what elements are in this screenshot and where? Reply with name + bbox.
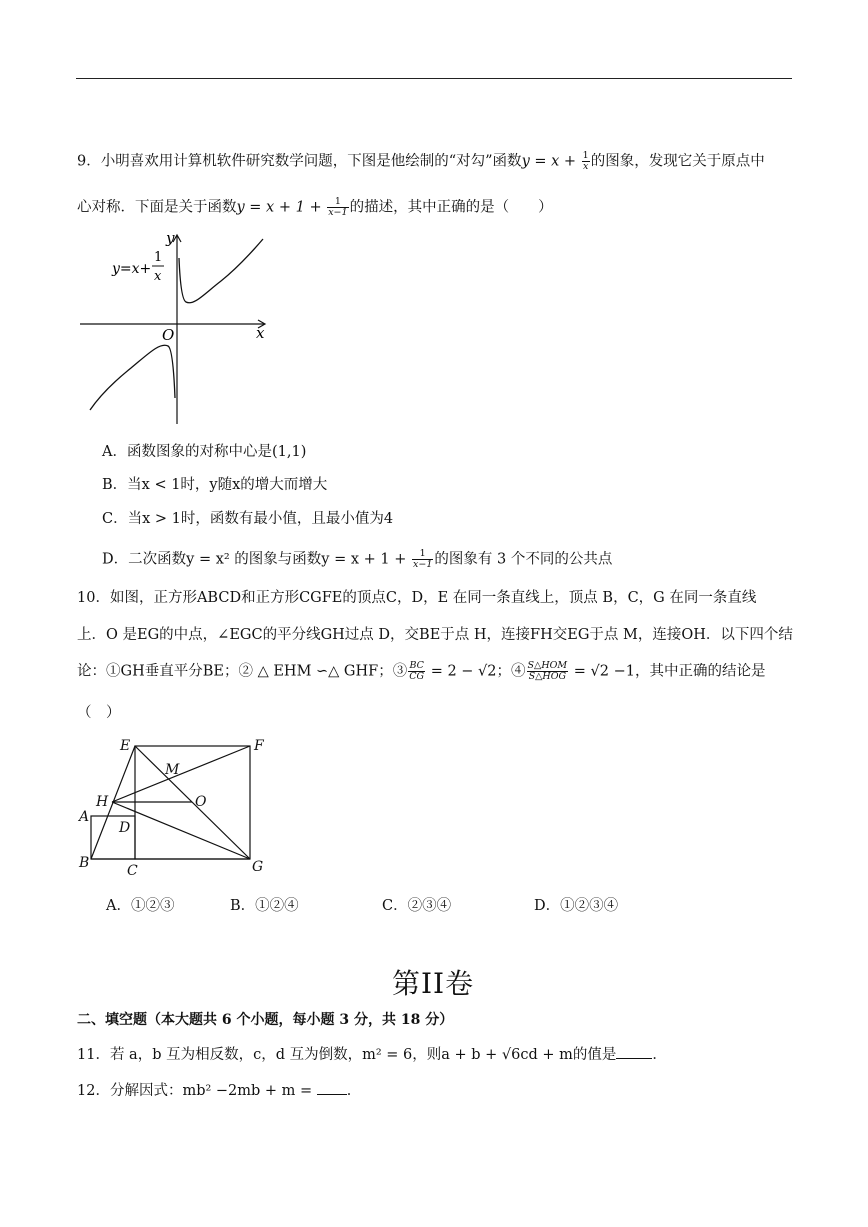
q10-line3 xyxy=(77,661,765,682)
section-subtitle: 二、填空题（本大题共 6 个小题，每小题 3 分，共 18 分） xyxy=(77,1012,454,1028)
q10-line1: 10．如图，正方形ABCD和正方形CGFE的顶点C，D，E 在同一条直线上，顶点 B，C，G 在同一条直线 xyxy=(77,590,757,606)
q10-frac3 xyxy=(408,661,425,682)
q9-option-d-letter: D． xyxy=(102,551,129,568)
q10-option-b[interactable] xyxy=(230,896,299,916)
q9-formula1-lhs: y = x + xyxy=(521,153,581,170)
q10-option-c-letter: C． xyxy=(382,898,408,914)
q9-stem-part1: 9．小明喜欢用计算机软件研究数学问题，下图是他绘制的“对勾”函数 xyxy=(77,153,522,170)
q10-option-d-text: ①②③④ xyxy=(560,898,619,914)
q10-frac4-den: S△HOG xyxy=(528,671,567,682)
q10-line-gh xyxy=(112,802,250,859)
q10-line3-b: = 2 − √2；④ xyxy=(426,663,526,680)
q9-function-graph xyxy=(76,228,276,428)
q10-label-m: M xyxy=(165,762,180,778)
q9-option-c-letter: C． xyxy=(102,511,128,527)
q9-curve-label-den: x xyxy=(154,269,162,284)
q9-option-c[interactable] xyxy=(102,509,393,529)
q9-formula2-fraction xyxy=(327,197,348,218)
q9-option-b-letter: B． xyxy=(102,477,128,493)
q9-curve-right-branch xyxy=(179,239,263,303)
q10-label-c: C xyxy=(127,863,138,879)
q10-option-b-text: ①②④ xyxy=(255,898,299,914)
q11-text-a: 11．若 a，b 互为相反数，c，d 互为倒数，m² = 6，则a + b + √6cd + m的值是 xyxy=(77,1047,617,1063)
q12-text-a: 12．分解因式：mb² −2mb + m = xyxy=(77,1083,317,1099)
q11-answer-blank[interactable] xyxy=(616,1044,652,1059)
q10-option-b-letter: B． xyxy=(230,898,256,914)
q9-option-b-text: 当x < 1时，y随x的增大而增大 xyxy=(127,477,328,493)
q10-frac4 xyxy=(527,661,569,682)
q10-frac3-den: CG xyxy=(409,671,425,682)
q10-option-a-letter: A． xyxy=(106,898,131,914)
q9-option-d-num: 1 xyxy=(412,549,433,560)
q10-line4: （ ） xyxy=(77,705,121,721)
q9-option-d-text-b: 的图象有 3 个不同的公共点 xyxy=(434,551,613,568)
q10-line3-c: = √2 −1，其中正确的结论是 xyxy=(569,663,766,680)
q9-formula1-den: x xyxy=(583,161,589,172)
q10-label-o: O xyxy=(195,794,207,810)
q9-curve-left-branch xyxy=(90,345,175,410)
q10-option-c-text: ②③④ xyxy=(407,898,452,914)
section-title: 第II卷 xyxy=(392,967,475,1000)
q12 xyxy=(77,1080,361,1101)
q9-origin-label: O xyxy=(162,326,175,344)
q9-formula2-lhs: y = x + 1 + xyxy=(236,199,327,216)
q10-line-fh xyxy=(112,746,250,802)
q10-label-a: A xyxy=(79,809,90,825)
q9-axis-y-label: y xyxy=(166,229,175,247)
q10-label-b: B xyxy=(79,855,90,871)
q9-formula1-fraction xyxy=(582,151,590,172)
q9-option-b[interactable] xyxy=(102,475,327,495)
q10-label-e: E xyxy=(120,738,131,754)
q9-stem-line1 xyxy=(77,151,765,172)
q9-option-d-fraction xyxy=(412,549,433,570)
q10-option-a-text: ①②③ xyxy=(130,898,175,914)
q12-text-b: ． xyxy=(346,1083,362,1099)
q10-option-a[interactable] xyxy=(106,896,174,916)
q11 xyxy=(77,1044,667,1065)
q9-option-a-text: 函数图象的对称中心是(1,1) xyxy=(126,444,307,460)
q9-axis-x-label: x xyxy=(256,324,265,342)
q9-stem-line2-b: 的描述，其中正确的是（ ） xyxy=(349,199,553,216)
q9-stem-line2-a: 心对称．下面是关于函数 xyxy=(77,199,237,216)
q9-formula2-num: 1 xyxy=(327,197,348,208)
q10-frac3-num: BC xyxy=(409,660,424,671)
q10-line2: 上．O 是EG的中点，∠EGC的平分线GH过点 D，交BE于点 H，连接FH交EG于点 M，连接OH．以下四个结 xyxy=(77,627,793,643)
q10-label-h: H xyxy=(96,794,109,810)
q11-text-b: ． xyxy=(652,1047,667,1063)
q9-option-d-den: x−1 xyxy=(413,559,433,570)
q9-option-d-text-a: 二次函数y = x² 的图象与函数y = x + 1 + xyxy=(128,551,411,568)
q10-label-d: D xyxy=(119,820,131,836)
q10-geometry-figure xyxy=(74,734,274,880)
q9-formula2-den: x−1 xyxy=(328,207,348,218)
q10-option-c[interactable] xyxy=(382,896,451,916)
q9-stem-part2: 的图象，发现它关于原点中 xyxy=(590,153,765,170)
header-rule xyxy=(76,78,792,79)
q10-option-d[interactable] xyxy=(534,896,618,916)
q9-curve-label-lhs: y=x+ xyxy=(112,261,152,277)
q12-answer-blank[interactable] xyxy=(317,1080,347,1095)
q10-option-d-letter: D． xyxy=(534,898,561,914)
q9-option-d[interactable] xyxy=(102,549,612,570)
q10-label-g: G xyxy=(252,859,264,875)
q9-curve-label-num: 1 xyxy=(154,250,163,265)
q10-frac4-num: S△HOM xyxy=(527,660,568,671)
q9-option-c-text: 当x > 1时，函数有最小值，且最小值为4 xyxy=(127,511,394,527)
q9-stem-line2 xyxy=(77,197,553,218)
q9-formula1-num: 1 xyxy=(582,150,589,161)
q9-option-a-letter: A． xyxy=(102,444,127,460)
q10-line3-a: 论：①GH垂直平分BE；② △ EHM ∽△ GHF；③ xyxy=(77,663,408,680)
q10-label-f: F xyxy=(254,738,264,754)
q9-option-a[interactable] xyxy=(102,442,306,462)
